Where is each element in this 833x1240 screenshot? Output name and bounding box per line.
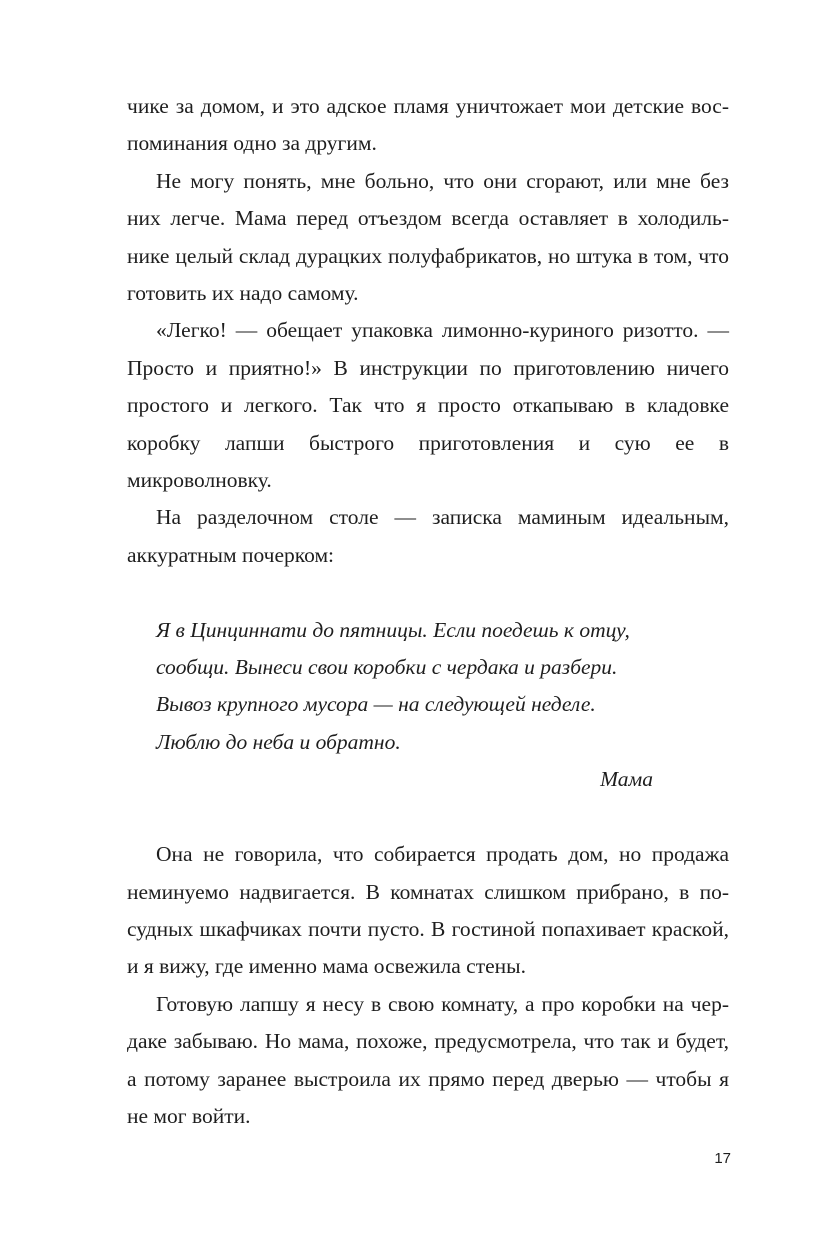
paragraph: Она не говорила, что собирается продать дом, но продажа неминуемо надвигается. В комнатах слишком прибрано, в посудных шкафчиках почти пусто. В гостиной попахивает краской, и я вижу, где именно мама освежила стены. (127, 842, 729, 979)
note-line: сообщи. Вынеси свои коробки с чердака и разбери. (156, 655, 618, 680)
page-number: 17 (714, 1150, 731, 1167)
note-line: Люблю до неба и обратно. (156, 729, 401, 754)
paragraph: На разделочном столе — записка маминым идеальным, аккуратным почерком: (127, 505, 729, 567)
paragraph: «Легко! — обещает упаковка лимонно-куриного ризотто. — Просто и приятно!» В инструкции по приготовлению ничего простого и легкого. Так что я просто откапываю в кладовке коробку лапши быстрого приготовления и сую ее в микроволновку. (127, 318, 729, 493)
paragraph: Не могу понять, мне больно, что они сгорают, или мне без них легче. Мама перед отъездом всегда оставляет в холодильнике целый склад дурацких полуфабрикатов, но штука в том, что готовить их надо самому. (127, 168, 729, 306)
paragraph: Готовую лапшу я несу в свою комнату, а про коробки на чердаке забываю. Но мама, похоже, предусмотрела, что так и будет, а потому заранее выстроила их прямо перед дверью — чтобы я не мог войти. (127, 991, 729, 1128)
note-line: Я в Цинциннати до пятницы. Если поедешь к отцу, (156, 617, 630, 642)
body-text (127, 88, 729, 1135)
note-line: Вывоз крупного мусора — на следующей неделе. (156, 692, 596, 717)
note-signature: Мама (600, 767, 653, 792)
paragraph: чике за домом, и это адское пламя уничтожает мои детские воспоминания одно за другим. (127, 94, 729, 156)
handwritten-note (156, 612, 729, 799)
